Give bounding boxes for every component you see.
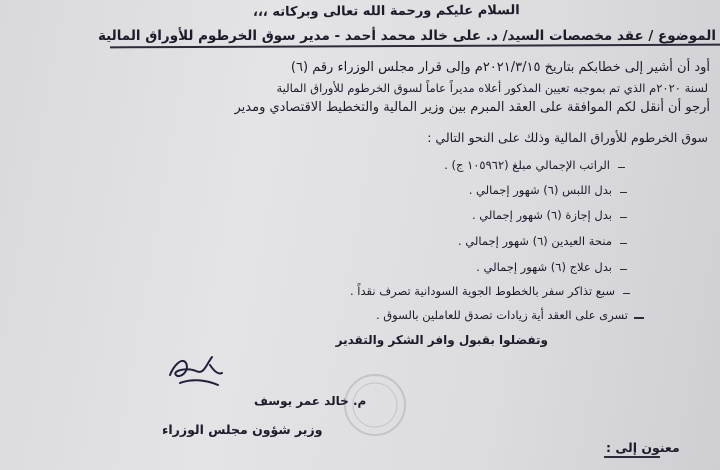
addressed-to-underline	[604, 456, 660, 458]
signer-title: وزير شؤون مجلس الوزراء	[162, 422, 323, 437]
addressed-to-label: معنون إلى :	[606, 440, 680, 455]
list-item: الراتب الإجمالي مبلغ (١٠٥٩٦٢ ج) .	[444, 158, 610, 172]
subject-underline	[110, 44, 720, 49]
greeting: السلام عليكم ورحمة الله تعالى وبركاته ،،،	[253, 3, 521, 20]
list-item: بدل علاج (٦) شهور إجمالي .	[476, 260, 612, 274]
list-item: منحة العيدين (٦) شهور إجمالي .	[457, 234, 612, 248]
list-item: بدل إجازة (٦) شهور إجمالي .	[471, 208, 612, 222]
list-bullet	[620, 243, 627, 244]
paragraph-2-line-1: أرجو أن أنقل لكم الموافقة على العقد المبرم بين وزير المالية والتخطيط الاقتصادي ومدير	[234, 100, 710, 115]
handwritten-signature	[160, 345, 230, 393]
paragraph-1-line-2: لسنة ٢٠٢٠م الذي تم بموجبه تعيين المذكور أعلاه مديراً عاماً لسوق الخرطوم للأوراق المالية	[276, 81, 708, 95]
signer-name: م. خالد عمر يوسف	[254, 394, 367, 408]
list-item: سبع تذاكر سفر بالخطوط الجوية السودانية تصرف نقداً .	[350, 284, 615, 298]
list-item: بدل اللبس (٦) شهور إجمالي .	[468, 183, 612, 197]
list-bullet	[618, 167, 625, 168]
list-bullet	[620, 217, 627, 218]
list-bullet	[620, 269, 627, 270]
paragraph-2-line-2: سوق الخرطوم للأوراق المالية وذلك على النحو التالي :	[427, 130, 708, 145]
list-bullet	[623, 293, 630, 294]
list-bullet	[634, 317, 644, 319]
closing-line: وتفضلوا بقبول وافر الشكر والتقدير	[335, 333, 548, 347]
paragraph-1-line-1: أود أن أشير إلى خطابكم بتاريخ ٢٠٢١/٣/١٥م وإلى قرار مجلس الوزراء رقم (٦)	[290, 60, 710, 75]
subject-line: الموضوع / عقد مخصصات السيد/ د. على خالد محمد أحمد - مدير سوق الخرطوم للأوراق المالية	[97, 28, 716, 44]
list-item: تسرى على العقد أية زيادات تصدق للعاملين بالسوق .	[375, 308, 628, 322]
list-bullet	[620, 192, 627, 193]
